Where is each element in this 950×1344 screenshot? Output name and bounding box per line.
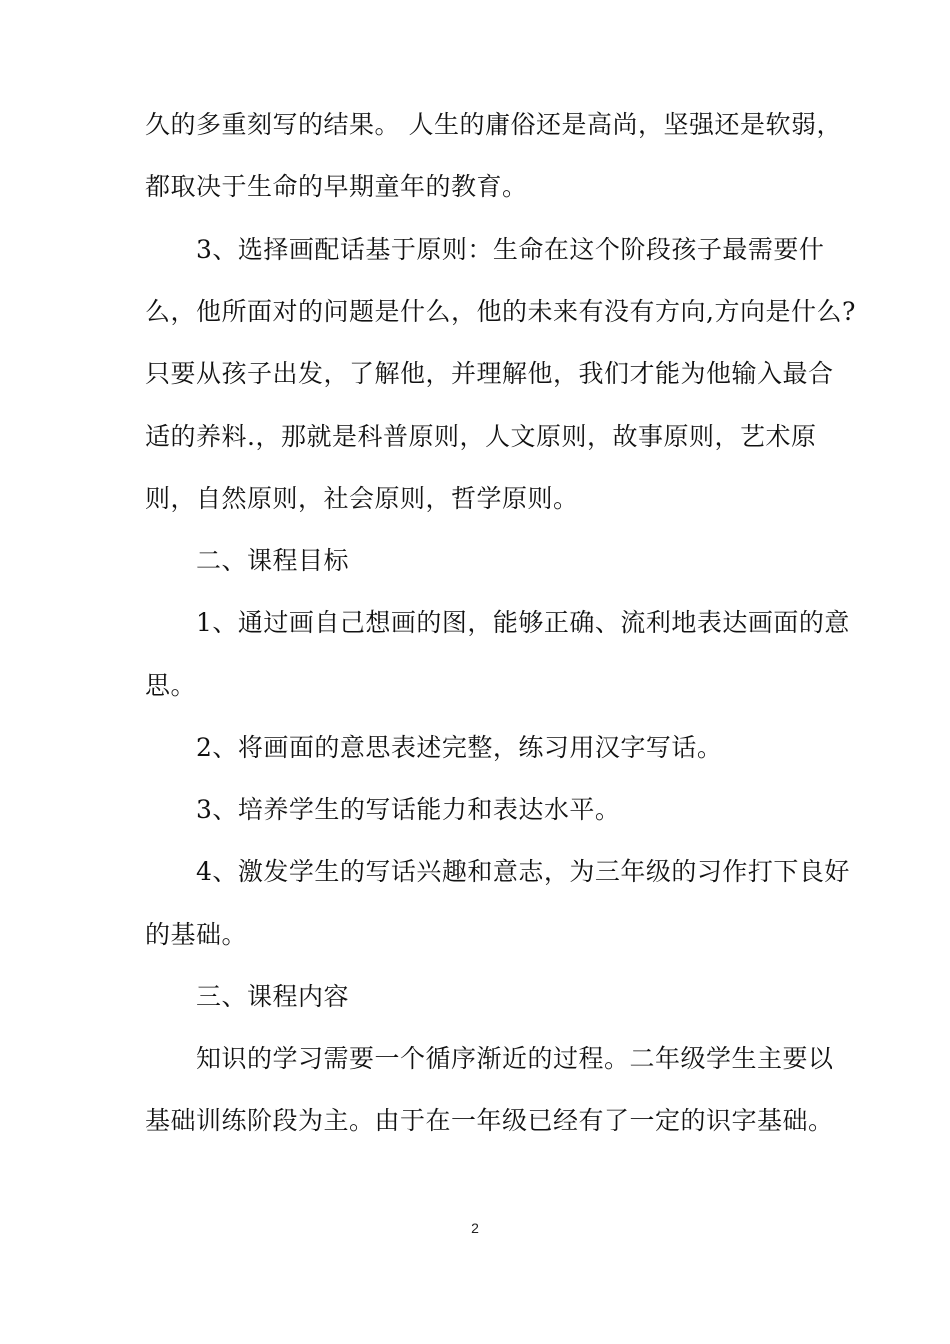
text-line: 1、通过画自己想画的图，能够正确、流利地表达画面的意 (145, 608, 850, 637)
text-line: 2、将画面的意思表述完整，练习用汉字写话。 (145, 733, 723, 762)
section-heading: 三、课程内容 (145, 982, 350, 1011)
text-line: 么，他所面对的问题是什么，他的未来有没有方向,方向是什么? (145, 297, 856, 326)
text-line: 都取决于生命的早期童年的教育。 (145, 172, 528, 201)
section-heading: 二、课程目标 (145, 546, 350, 575)
text-line: 适的养料.，那就是科普原则，人文原则，故事原则，艺术原 (145, 422, 817, 451)
text-line: 知识的学习需要一个循序渐近的过程。二年级学生主要以 (145, 1044, 834, 1073)
text-line: 只要从孩子出发，了解他，并理解他，我们才能为他输入最合 (145, 359, 834, 388)
text-line: 思。 (145, 671, 197, 700)
page-number: 2 (471, 1220, 479, 1236)
text-line: 基础训练阶段为主。由于在一年级已经有了一定的识字基础。 (145, 1106, 834, 1135)
text-line: 则，自然原则，社会原则，哲学原则。 (145, 484, 579, 513)
text-line: 的基础。 (145, 920, 248, 949)
text-line: 4、激发学生的写话兴趣和意志，为三年级的习作打下良好 (145, 857, 850, 886)
text-line: 久的多重刻写的结果。 人生的庸俗还是高尚，坚强还是软弱， (145, 110, 842, 139)
text-line: 3、选择画配话基于原则：生命在这个阶段孩子最需要什 (145, 235, 825, 264)
text-line: 3、培养学生的写话能力和表达水平。 (145, 795, 621, 824)
